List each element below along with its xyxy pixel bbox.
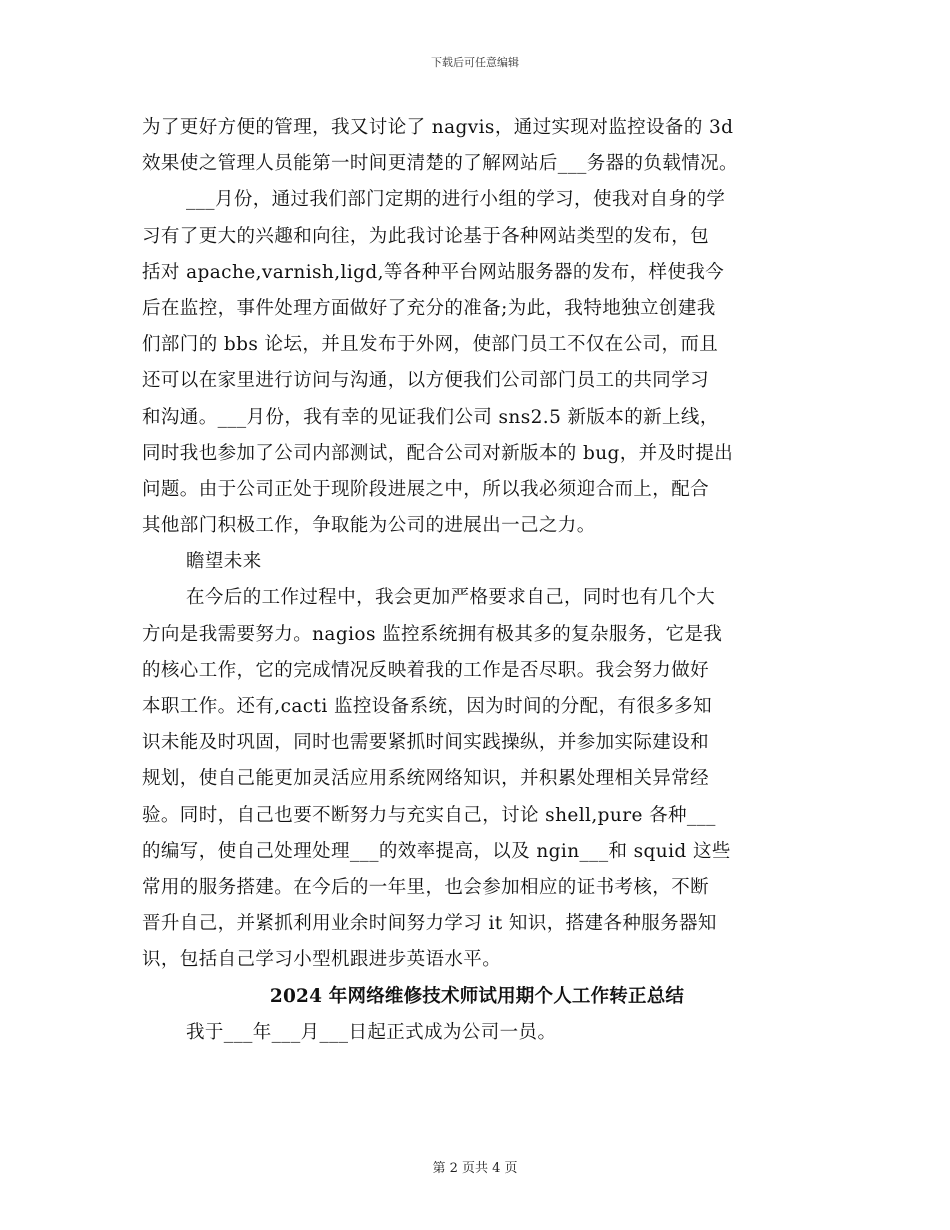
paragraph-line: 在今后的工作过程中，我会更加严格要求自己，同时也有几个大 (186, 587, 716, 609)
paragraph-line: 效果使之管理人员能第一时间更清楚的了解网站后___务器的负载情况。 (142, 153, 738, 175)
paragraph-line: 方向是我需要努力。nagios 监控系统拥有极其多的复杂服务，它是我 (142, 623, 723, 645)
paragraph-line: 其他部门积极工作，争取能为公司的进展出一己之力。 (142, 515, 596, 537)
paragraph-line: 同时我也参加了公司内部测试，配合公司对新版本的 bug，并及时提出 (142, 442, 734, 464)
paragraph-line: 识未能及时巩固，同时也需要紧抓时间实践操纵，并参加实际建设和 (142, 732, 710, 754)
paragraph-line: 后在监控，事件处理方面做好了充分的准备;为此，我特地独立创建我 (142, 297, 716, 319)
section-subheading: 瞻望未来 (186, 551, 262, 573)
paragraph-line: 括对 apache,varnish,ligd,等各种平台网站服务器的发布，样使我今 (142, 261, 725, 283)
paragraph-line: 常用的服务搭建。在今后的一年里，也会参加相应的证书考核，不断 (142, 876, 710, 898)
paragraph-line: 还可以在家里进行访问与沟通，以方便我们公司部门员工的共同学习 (142, 370, 710, 392)
section-title: 2024 年网络维修技术师试用期个人工作转正总结 (269, 985, 685, 1007)
document-body (142, 110, 812, 1051)
paragraph-line: 验。同时，自己也要不断努力与充实自己，讨论 shell,pure 各种___ (142, 804, 716, 826)
paragraph-line: 和沟通。___月份，我有幸的见证我们公司 sns2.5 新版本的新上线， (142, 406, 719, 428)
paragraph-line: 的核心工作，它的完成情况反映着我的工作是否尽职。我会努力做好 (142, 659, 710, 681)
paragraph-line: 我于___年___月___日起正式成为公司一员。 (186, 1021, 557, 1043)
paragraph-line: 习有了更大的兴趣和向往，为此我讨论基于各种网站类型的发布，包 (142, 225, 710, 247)
paragraph-line: 为了更好方便的管理，我又讨论了 nagvis，通过实现对监控设备的 3d (142, 117, 734, 138)
page-number: 第 2 页共 4 页 (432, 1161, 518, 1176)
paragraph-line: 问题。由于公司正处于现阶段进展之中，所以我必须迎合而上，配合 (142, 478, 710, 500)
paragraph-line: 晋升自己，并紧抓利用业余时间努力学习 it 知识，搭建各种服务器知 (142, 913, 717, 935)
page-header: 下载后可任意编辑 (431, 56, 519, 69)
paragraph-line: 本职工作。还有,cacti 监控设备系统，因为时间的分配，有很多多知 (142, 696, 712, 717)
paragraph-line: ___月份，通过我们部门定期的进行小组的学习，使我对自身的学 (186, 189, 726, 211)
paragraph-line: 的编写，使自己处理处理___的效率提高，以及 ngin___和 squid 这些 (142, 840, 731, 862)
paragraph-line: 规划，使自己能更加灵活应用系统网络知识，并积累处理相关异常经 (142, 768, 710, 790)
paragraph-line: 识，包括自己学习小型机跟进步英语水平。 (142, 949, 502, 971)
paragraph-line: 们部门的 bbs 论坛，并且发布于外网，使部门员工不仅在公司，而且 (142, 334, 719, 356)
